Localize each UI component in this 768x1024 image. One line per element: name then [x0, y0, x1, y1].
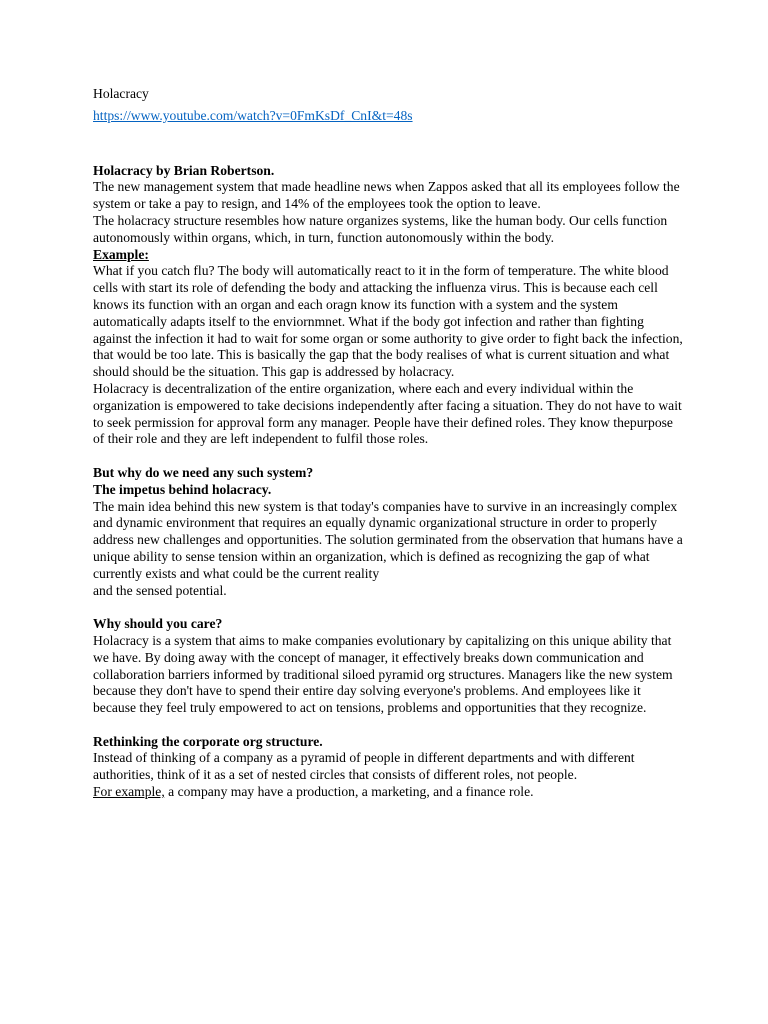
intro-paragraph-1: The new management system that made headline news when Zappos asked that all its employees follow the system or take a pay to resign, and 14% of the employees took the option to leave. — [93, 179, 680, 212]
document-page — [93, 86, 683, 801]
example-paragraph: What if you catch flu? The body will automatically react to it in the form of temperature. The white blood cells with start its role of defending the body and attacking the influenza virus. This is because each cell knows its function with an organ and each oragn know its function with a system and the system automatically adapts itself to the enviornmnet. What if the body got infection and rather than fighting against the infection it had to wait for some organ or some authority to give order to fight back the infection, that would be too late. This is basically the gap that the body realises of what is current situation and what should should be the situation. This gap is addressed by holacracy. — [93, 263, 683, 380]
intro-paragraph-2: The holacracy structure resembles how nature organizes systems, like the human body. Our cells function autonomously within organs, which, in turn, function autonomously within the body. — [93, 212, 668, 245]
rethink-paragraph: Instead of thinking of a company as a pyramid of people in different departments and with different authorities, think of it as a set of nested circles that consists of different roles, not people. — [93, 750, 635, 783]
document-title: Holacracy — [93, 86, 149, 101]
impetus-heading: The impetus behind holacracy. — [93, 481, 272, 497]
impetus-paragraph-end: and the sensed potential. — [93, 582, 227, 598]
heading-main: Holacracy by Brian Robertson. — [93, 162, 275, 178]
care-heading: Why should you care? — [93, 616, 223, 632]
spacer — [93, 448, 683, 465]
rethink-heading: Rethinking the corporate org structure. — [93, 733, 323, 749]
youtube-link[interactable]: https://www.youtube.com/watch?v=0FmKsDf_CnI&t=48s — [93, 107, 413, 123]
care-paragraph: Holacracy is a system that aims to make companies evolutionary by capitalizing on this unique ability that we have. By doing away with the concept of manager, it effectively breaks down communication and collaboration barriers informed by traditional siloed pyramid org structures. Managers like the new system because they don't have to spend their entire day solving everyone's problems. And employees like it because they feel truly empowered to act on tensions, problems and opportunities that they recognize. — [93, 632, 673, 716]
for-example-text: a company may have a production, a marketing, and a finance role. — [164, 784, 534, 800]
decentralization-paragraph: Holacracy is decentralization of the entire organization, where each and every individual within the organization is empowered to take decisions independently after facing a situation. They do not have to wait to seek permission for approval form any manager. People have their defined roles. They know thepurpose of their role and they are left independent to fulfil those roles. — [93, 380, 682, 447]
spacer — [93, 717, 683, 734]
for-example-paragraph — [93, 784, 683, 801]
example-heading: Example: — [93, 246, 149, 262]
for-example-label: For example, — [93, 784, 165, 800]
why-heading: But why do we need any such system? — [93, 464, 314, 480]
spacer — [93, 599, 683, 616]
impetus-paragraph: The main idea behind this new system is that today's companies have to survive in an increasingly complex and dynamic environment that requires an equally dynamic organizational structure in order to properly address new challenges and opportunities. The solution germinated from the observation that humans have a unique ability to sense tension within an organization, which is defined as recognizing the gap of what currently exists and what could be the current reality — [93, 498, 683, 581]
spacer — [93, 125, 683, 163]
